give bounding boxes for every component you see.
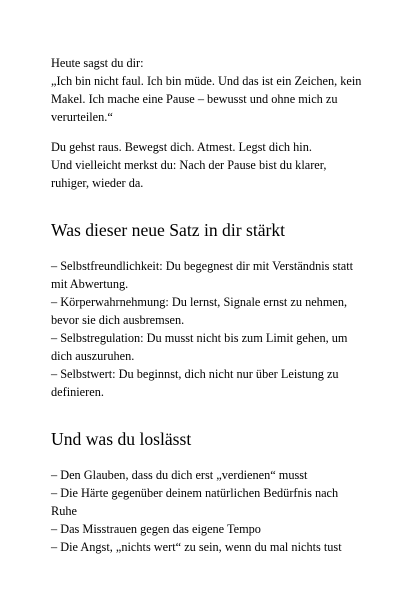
let-go-list: [51, 466, 371, 556]
text-line: verurteilen.“: [51, 110, 113, 124]
spacer: [51, 126, 371, 138]
intro-paragraph: [51, 54, 371, 126]
list-line: – Selbstregulation: Du musst nicht bis zum Limit gehen, um: [51, 331, 348, 345]
list-line: – Die Härte gegenüber deinem natürlichen Bedürfnis nach: [51, 486, 339, 500]
strengthens-list: [51, 257, 371, 401]
list-line: bevor sie dich ausbremsen.: [51, 313, 185, 327]
text-line: Und vielleicht merkst du: Nach der Pause bist du klarer,: [51, 158, 327, 172]
section-heading-let-go: Und was du loslässt: [51, 429, 192, 449]
list-line: – Das Misstrauen gegen das eigene Tempo: [51, 522, 261, 536]
second-paragraph: [51, 138, 371, 192]
list-line: – Die Angst, „nichts wert“ zu sein, wenn du mal nichts tust: [51, 540, 342, 554]
list-line: definieren.: [51, 385, 104, 399]
list-line: – Selbstfreundlichkeit: Du begegnest dir mit Verständnis statt: [51, 259, 354, 273]
list-line: mit Abwertung.: [51, 277, 129, 291]
text-line: „Ich bin nicht faul. Ich bin müde. Und das ist ein Zeichen, kein: [51, 74, 362, 88]
text-line: Du gehst raus. Bewegst dich. Atmest. Legst dich hin.: [51, 140, 312, 154]
document-page: [51, 54, 371, 556]
text-line: Makel. Ich mache eine Pause – bewusst und ohne mich zu: [51, 92, 338, 106]
list-line: – Körperwahrnehmung: Du lernst, Signale ernst zu nehmen,: [51, 295, 348, 309]
text-line: Heute sagst du dir:: [51, 56, 144, 70]
spacer: [51, 241, 371, 257]
text-line: ruhiger, wieder da.: [51, 176, 144, 190]
list-line: Ruhe: [51, 504, 77, 518]
list-line: dich auszuruhen.: [51, 349, 135, 363]
list-line: – Den Glauben, dass du dich erst „verdienen“ musst: [51, 468, 308, 482]
spacer: [51, 192, 371, 219]
spacer: [51, 401, 371, 428]
spacer: [51, 450, 371, 466]
list-line: – Selbstwert: Du beginnst, dich nicht nur über Leistung zu: [51, 367, 339, 381]
section-heading-strengthens: Was dieser neue Satz in dir stärkt: [51, 220, 286, 240]
